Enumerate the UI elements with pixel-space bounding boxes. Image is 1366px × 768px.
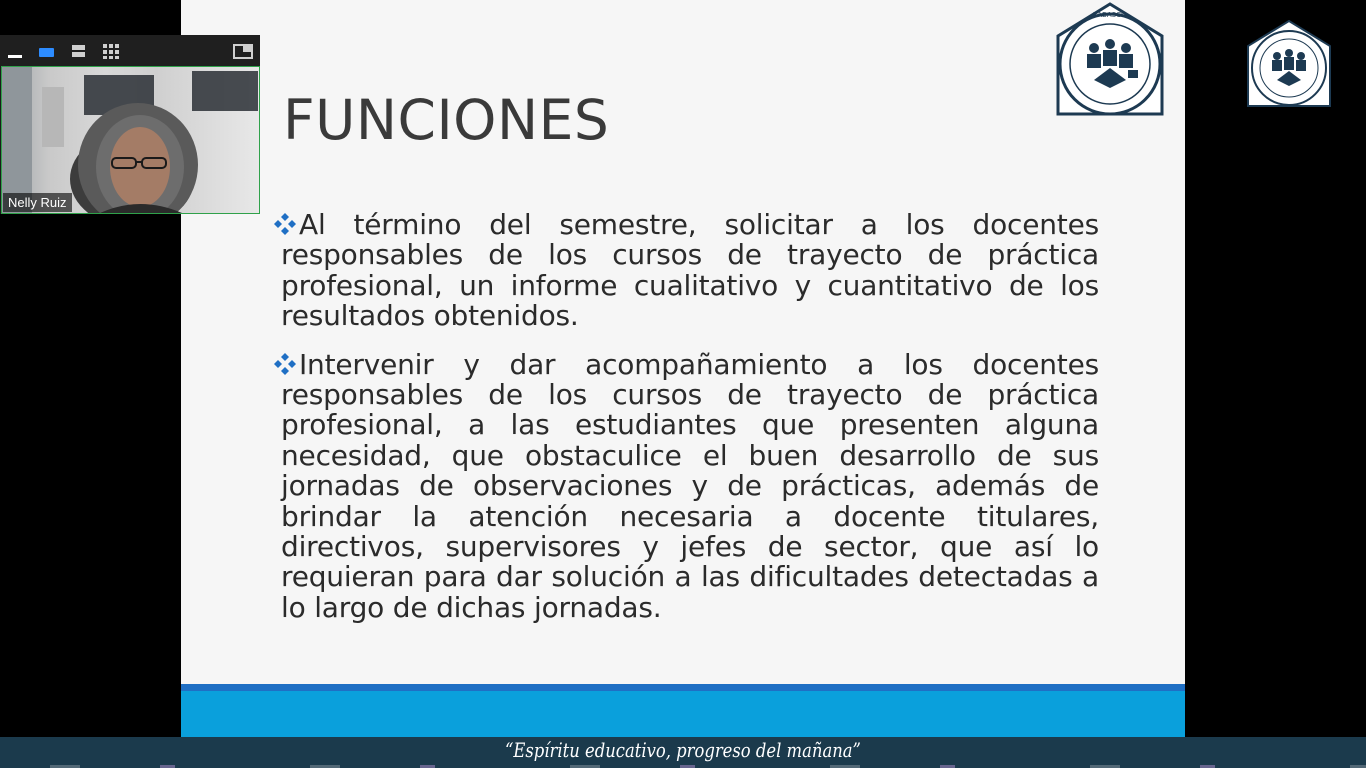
footer-stripe-light xyxy=(181,691,1185,737)
bullet-list xyxy=(281,210,1099,641)
slide-title: FUNCIONES xyxy=(283,88,610,152)
participant-name-label: Nelly Ruiz xyxy=(3,193,72,212)
minimize-icon[interactable] xyxy=(5,41,27,61)
participant-video[interactable] xyxy=(1,66,260,214)
institution-logo xyxy=(1054,2,1166,120)
exit-fullscreen-icon[interactable] xyxy=(232,41,254,61)
video-panel-toolbar xyxy=(0,35,260,66)
four-diamond-icon xyxy=(273,352,297,376)
svg-text:TABASCO: TABASCO xyxy=(1093,11,1127,19)
institution-logo-side xyxy=(1246,20,1332,108)
footer-stripe-dark xyxy=(181,684,1185,691)
speaker-view-icon[interactable] xyxy=(36,41,58,61)
caption-slogan: “Espíritu educativo, progreso del mañana” xyxy=(505,738,861,762)
bullet-item xyxy=(281,210,1099,332)
bullet-text: Al término del semestre, solicitar a los docentes responsables de los cursos de trayecto de práctica profesional, un informe cualitativo y cuantitativo de los resultados obtenidos. xyxy=(281,208,1099,333)
strip-view-icon[interactable] xyxy=(68,41,90,61)
four-diamond-icon xyxy=(273,212,297,236)
bullet-item xyxy=(281,347,1099,624)
gallery-view-icon[interactable] xyxy=(100,41,122,61)
participant-avatar xyxy=(2,67,259,213)
bullet-text: Intervenir y dar acompañamiento a los docentes responsables de los cursos de trayecto de práctica profesional, a las estudiantes que presenten alguna necesidad, que obstaculice el buen desarrollo de sus jornadas de observaciones y de prácticas, además de brindar la atención necesaria a docente titulares, directivos, supervisores y jefes de sector, que así lo requieran para dar solución a las dificultades detectadas a lo largo de dichas jornadas. xyxy=(281,347,1099,624)
participant-video-panel[interactable] xyxy=(0,35,260,214)
caption-bar xyxy=(0,737,1366,768)
presentation-slide xyxy=(181,0,1185,737)
